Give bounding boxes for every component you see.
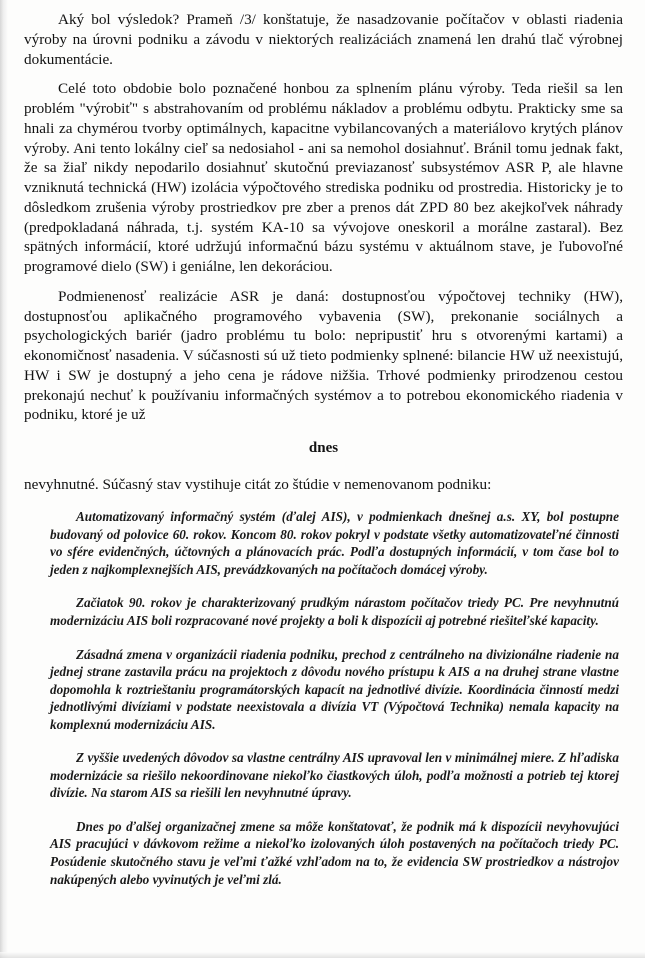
body-paragraph-2: Celé toto obdobie bolo poznačené honbou za splnením plánu výroby. Teda riešil sa len problém "výrobiť" s abstrahovaním od problému nákladov a problému odbytu. Prakticky sme sa hnali za chymérou tvorby optimálnych, kapacitne vybilancovaných a materiálovo krytých plánov výroby. Ani tento lokálny cieľ sa nedosiahol - ani sa nemohol dosiahnuť. Bránil tomu jednak fakt, že sa žiaľ nikdy nepodarilo dosiahnuť skutočnú previazanosť subsystémov ASR P, ale hlavne vzniknutá technická (HW) izolácia výpočtového strediska podniku od prostredia. Historicky je to dôsledkom zrušenia výroby prostriedkov pre zber a prenos dát ZPD 80 bez akejkoľvek náhrady (predpokladaná náhrada, t.j. systém KA-10 sa vývojove oneskoril a morálne zastaral). Bez spätných informácií, ktoré udržujú informačnú bázu systému v aktuálnom stave, je ľubovoľné programové dielo (SW) i geniálne, len dekoráciou. <box>24 80 623 275</box>
quote-paragraph-3: Zásadná zmena v organizácii riadenia podniku, prechod z centrálneho na divizionálne riadenie na jednej strane zastavila prácu na projektoch z dôvodu nového prístupu k AIS a na druhej strane vlastne dopomohla k roztrieštaniu programátorských kapacít na jednotlivé divízie. Koordinácia činností medzi jednotlivými divíziami v podstate neexistovala a divízia VT (Výpočtová Technika) nemala kapacity na komplexnú modernizáciu AIS. <box>50 646 619 732</box>
body-paragraph-continuation: nevyhnutné. Súčasný stav vystihuje citát zo štúdie v nemenovanom podniku: <box>24 475 492 493</box>
quote-paragraph-1: Automatizovaný informačný systém (ďalej AIS), v podmienkach dnešnej a.s. XY, bol postupne budovaný od polovice 60. rokov. Koncom 80. rokov pokryl v podstate všetky automatizovateľné činnosti vo sfére evidenčných, účtovných a plánovacích prác. Podľa dostupných informácií, v tom čase bol to jeden z najkomplexnejších AIS, prevádzkovaných na počítačoch domácej výroby. <box>50 509 619 577</box>
body-paragraph-3: Podmienenosť realizácie ASR je daná: dostupnosťou výpočtovej techniky (HW), dostupnosťou aplikačného programového vybavenia (SW), prekonanie sociálnych a psychologických bariér (jadro problému tu bolo: nepripustiť hru s otvorenými kartami) a ekonomičnosť nasadenia. V súčasnosti sú už tieto podmienky splnené: bilancie HW už neexistujú, HW i SW je dostupný a jeho cena je rádove nižšia. Trhové podmienky prirodzenou cestou prekonajú nechuť k používaniu informačných systémov a to potrebou ekonomického riadenia v podniku, ktoré je už <box>24 287 623 424</box>
centered-emphasis-word: dnes <box>308 440 339 456</box>
quoted-study-block <box>24 508 623 888</box>
body-paragraph-1: Aký bol výsledok? Prameň /3/ konštatuje, že nasadzovanie počítačov v oblasti riadenia výroby na úrovni podniku a závodu v niektorých realizáciách znamená len drahú tlač výrobnej dokumentácie. <box>24 11 623 68</box>
quote-paragraph-4: Z vyššie uvedených dôvodov sa vlastne centrálny AIS upravoval len v minimálnej miere. Z hľadiska modernizácie sa riešilo nekoordinovane niekoľko čiastkových úloh, podľa možnosti a potrieb tej ktorej divízie. Na starom AIS sa riešili len nevyhnutné úpravy. <box>50 750 619 801</box>
quote-paragraph-2: Začiatok 90. rokov je charakterizovaný prudkým nárastom počítačov triedy PC. Pre nevyhnutnú modernizáciu AIS boli rozpracované nové projekty a boli k dispozícii aj potrebné riešiteľské kapacity. <box>50 595 619 628</box>
quote-paragraph-5: Dnes po ďalšej organizačnej zmene sa môže konštatovať, že podnik má k dispozícii nevyhovujúci AIS pracujúci v dávkovom režime a niekoľko izolovaných úloh postavených na počítačoch triedy PC. Posúdenie skutočného stavu je veľmi ťažké vzhľadom na to, že evidencia SW prostriedkov a nástrojov nakúpených alebo vyvinutých je veľmi zlá. <box>50 818 619 887</box>
